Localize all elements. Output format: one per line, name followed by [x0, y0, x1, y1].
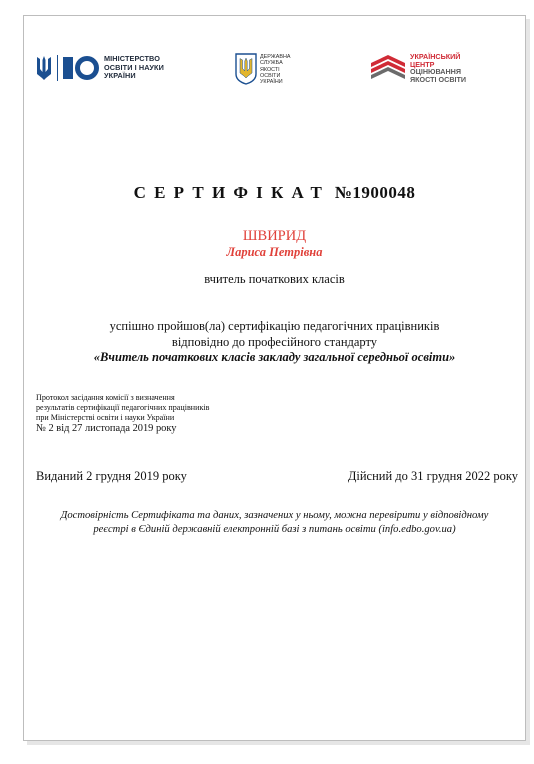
certificate-number: №1900048 [334, 183, 416, 202]
holder-position: вчитель початкових класів [204, 272, 345, 286]
center-line-2: ЦЕНТР [410, 59, 435, 69]
ministry-name [104, 55, 164, 81]
certificate-title [24, 183, 525, 203]
service-line-2: СЛУЖБА [260, 60, 283, 67]
center-name [410, 53, 466, 84]
mon-circles-icon [62, 55, 100, 81]
service-name [260, 54, 290, 85]
certification-statement [24, 319, 525, 366]
verification-note [24, 509, 525, 537]
service-line-3: ЯКОСТІ [260, 66, 280, 73]
ministry-logo [36, 55, 164, 81]
ministry-line-2: ОСВІТИ І НАУКИ [104, 62, 164, 72]
center-emblem-icon [369, 53, 407, 83]
certificate-title-word: СЕРТИФІКАТ [133, 183, 331, 202]
protocol-reference [36, 393, 209, 435]
holder-given-names: Лариса Петрівна [226, 245, 323, 259]
center-line-4: ЯКОСТІ ОСВІТИ [410, 75, 467, 85]
ministry-line-3: УКРАЇНИ [104, 71, 136, 81]
certificate-page [23, 15, 526, 741]
statement-line-1: успішно пройшов(ла) сертифікацію педагогічних працівників [109, 319, 440, 333]
verification-line-1: Достовірність Сертифіката та даних, зазначених у ньому, можна перевірити у відповідному [60, 510, 489, 521]
service-line-1: ДЕРЖАВНА [260, 54, 291, 60]
center-line-3: ОЦІНЮВАННЯ [410, 67, 462, 77]
protocol-number-date: № 2 від 27 листопада 2019 року [36, 423, 177, 435]
ministry-line-1: МІНІСТЕРСТВО [104, 54, 161, 64]
issue-date: Виданий 2 грудня 2019 року [36, 469, 187, 483]
service-line-4: ОСВІТИ [260, 72, 281, 79]
logo-divider [57, 55, 58, 81]
assessment-center-logo [369, 53, 466, 84]
protocol-line-3: при Міністерстві освіти і науки України [36, 412, 175, 422]
coat-of-arms-icon [235, 53, 257, 85]
professional-standard: «Вчитель початкових класів закладу загальної середньої освіти» [93, 350, 456, 364]
valid-until-date: Дійсний до 31 грудня 2022 року [347, 469, 518, 483]
education-quality-service-logo [235, 53, 290, 85]
logo-row [24, 16, 525, 106]
protocol-line-1: Протокол засідання комісії з визначення [36, 393, 175, 402]
verification-line-2: реєстрі в Єдиній державній електронній базі з питань освіти (info.edbo.gov.ua) [93, 524, 456, 535]
center-line-1: УКРАЇНСЬКИЙ [410, 52, 461, 61]
protocol-line-2: результатів сертифікації педагогічних працівників [36, 402, 210, 412]
service-line-5: УКРАЇНИ [260, 79, 283, 86]
trident-icon [36, 55, 52, 81]
statement-line-2: відповідно до професійного стандарту [171, 334, 378, 349]
holder-surname: ШВИРИД [242, 228, 307, 244]
